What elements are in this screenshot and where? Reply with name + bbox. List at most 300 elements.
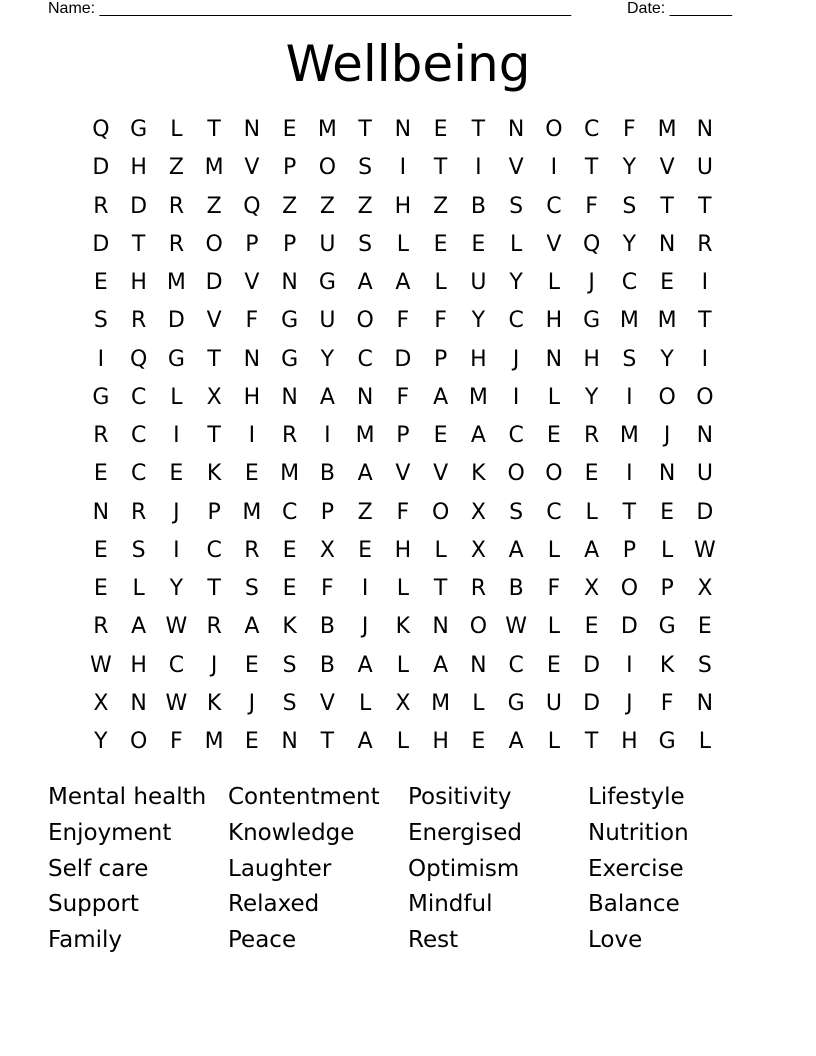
grid-letter: K: [471, 461, 486, 487]
grid-letter: R: [130, 499, 147, 525]
grid-letter: L: [698, 729, 711, 754]
grid-letter: A: [470, 423, 486, 448]
grid-letter: H: [243, 384, 261, 410]
grid-letter: P: [396, 423, 410, 448]
grid-letter: E: [244, 652, 259, 678]
grid-letter: C: [130, 423, 147, 448]
grid-letter: E: [93, 537, 108, 563]
grid-letter: V: [244, 155, 260, 181]
grid-letter: O: [545, 117, 563, 142]
grid-letter: S: [131, 537, 146, 563]
grid-letter: N: [507, 117, 525, 142]
grid-letter: S: [622, 346, 637, 372]
grid-letter: P: [282, 155, 297, 181]
grid-letter: I: [173, 423, 180, 448]
grid-letter: Q: [243, 193, 261, 219]
grid-letter: U: [470, 270, 487, 295]
grid-letter: E: [471, 231, 486, 257]
grid-letter: D: [696, 499, 714, 525]
grid-letter: C: [621, 270, 638, 295]
grid-letter: T: [433, 576, 448, 601]
grid-letter: R: [244, 537, 260, 563]
grid-letter: E: [93, 461, 108, 487]
grid-letter: C: [508, 423, 524, 448]
grid-letter: N: [281, 384, 298, 410]
grid-letter: V: [244, 270, 260, 295]
grid-letter: D: [620, 614, 638, 640]
grid-letter: I: [626, 384, 633, 410]
grid-letter: Y: [509, 270, 523, 295]
grid-letter: N: [243, 346, 261, 372]
grid-letter: R: [583, 423, 600, 448]
grid-letter: L: [396, 231, 409, 257]
grid-letter: F: [660, 690, 674, 716]
word-list-item: Laughter: [228, 855, 332, 882]
grid-letter: O: [205, 231, 223, 257]
grid-letter: Z: [433, 193, 449, 219]
grid-letter: S: [697, 652, 712, 678]
grid-letter: Y: [320, 346, 335, 372]
grid-letter: M: [657, 117, 677, 142]
grid-letter: Z: [319, 193, 335, 219]
grid-letter: M: [619, 423, 639, 448]
word-list: [48, 780, 768, 959]
grid-letter: N: [394, 117, 412, 142]
grid-letter: Q: [129, 346, 148, 372]
grid-letter: X: [697, 576, 713, 601]
grid-letter: M: [204, 155, 224, 181]
grid-letter: Z: [168, 155, 184, 181]
grid-letter: N: [281, 729, 298, 754]
grid-letter: I: [399, 155, 407, 181]
grid-letter: E: [244, 729, 259, 754]
grid-letter: J: [248, 690, 256, 716]
grid-letter: I: [173, 537, 180, 563]
grid-letter: P: [433, 346, 448, 372]
grid-letter: O: [129, 729, 148, 754]
grid-letter: Z: [357, 193, 373, 219]
grid-letter: W: [165, 690, 188, 716]
grid-letter: E: [660, 270, 675, 295]
grid-letter: E: [93, 270, 108, 295]
grid-letter: G: [281, 308, 299, 334]
grid-letter: L: [472, 690, 485, 716]
grid-letter: C: [130, 384, 147, 410]
grid-letter: L: [547, 614, 560, 640]
grid-letter: K: [206, 461, 222, 487]
grid-letter: N: [130, 690, 147, 716]
grid-letter: A: [319, 384, 335, 410]
grid-letter: N: [92, 499, 110, 525]
word-list-item: Peace: [228, 927, 297, 953]
grid-letter: S: [358, 155, 373, 181]
word-list-item: Mindful: [408, 891, 493, 918]
grid-letter: R: [93, 193, 109, 219]
grid-letter: Y: [622, 155, 637, 181]
grid-letter: A: [433, 384, 449, 410]
grid-letter: E: [282, 537, 297, 563]
grid-letter: T: [358, 117, 372, 142]
grid-letter: I: [550, 155, 558, 181]
grid-letter: O: [696, 384, 714, 410]
grid-letter: T: [471, 117, 486, 142]
grid-letter: I: [626, 652, 633, 678]
grid-letter: T: [207, 117, 221, 142]
grid-letter: H: [621, 729, 638, 754]
grid-letter: C: [357, 346, 373, 372]
grid-letter: H: [583, 346, 600, 372]
grid-letter: A: [395, 270, 411, 295]
grid-letter: J: [512, 346, 520, 372]
grid-letter: L: [396, 576, 409, 601]
grid-letter: N: [658, 461, 676, 487]
grid-letter: I: [324, 423, 331, 448]
grid-letter: A: [357, 652, 373, 678]
grid-letter: L: [396, 729, 409, 754]
grid-letter: M: [431, 690, 451, 716]
word-list-item: Love: [588, 927, 643, 953]
grid-letter: W: [165, 614, 188, 640]
grid-letter: A: [508, 729, 524, 754]
grid-letter: X: [319, 537, 335, 563]
grid-letter: A: [357, 729, 373, 754]
grid-letter: E: [660, 499, 675, 525]
grid-letter: A: [244, 614, 260, 640]
grid-letter: E: [282, 117, 297, 142]
grid-letter: K: [395, 614, 411, 640]
grid-letter: C: [130, 461, 147, 487]
grid-letter: N: [696, 423, 714, 448]
grid-letter: Z: [206, 193, 222, 219]
grid-letter: N: [696, 117, 714, 142]
grid-letter: C: [508, 308, 524, 334]
grid-letter: P: [320, 499, 335, 525]
grid-letter: M: [355, 423, 375, 448]
grid-letter: F: [245, 308, 259, 334]
grid-letter: I: [97, 346, 105, 372]
grid-letter: B: [470, 193, 486, 219]
grid-letter: I: [361, 576, 369, 601]
grid-letter: S: [509, 499, 524, 525]
grid-letter: M: [468, 384, 488, 410]
grid-letter: E: [169, 461, 184, 487]
grid-letter: U: [696, 461, 713, 487]
grid-letter: G: [167, 346, 185, 372]
word-list-item: Relaxed: [228, 891, 320, 918]
header-line: [48, 0, 748, 20]
word-list-item: Support: [48, 891, 139, 918]
grid-letter: M: [619, 308, 639, 334]
grid-letter: L: [434, 537, 447, 563]
grid-letter: H: [130, 270, 147, 295]
grid-letter: Y: [471, 308, 486, 334]
grid-letter: R: [697, 231, 713, 257]
grid-letter: F: [170, 729, 183, 754]
grid-letter: U: [545, 690, 562, 716]
grid-letter: B: [508, 576, 524, 601]
grid-letter: N: [356, 384, 374, 410]
grid-letter: F: [396, 308, 410, 334]
grid-letter: F: [396, 384, 410, 410]
word-list-item: Enjoyment: [48, 819, 172, 846]
grid-letter: I: [475, 155, 482, 181]
grid-letter: Z: [282, 193, 298, 219]
grid-letter: X: [584, 576, 600, 601]
grid-letter: O: [356, 308, 374, 334]
grid-letter: S: [282, 690, 297, 716]
grid-letter: B: [319, 461, 335, 487]
grid-letter: C: [546, 499, 562, 525]
grid-letter: Q: [92, 117, 110, 142]
grid-letter: C: [281, 499, 298, 525]
grid-letter: I: [701, 270, 709, 295]
word-list-item: Positivity: [408, 784, 512, 810]
grid-letter: D: [205, 270, 223, 295]
grid-letter: T: [584, 729, 599, 754]
grid-letter: Y: [660, 346, 674, 372]
grid-letter: R: [93, 614, 109, 640]
grid-letter: D: [130, 193, 148, 219]
grid-letter: D: [92, 155, 110, 181]
grid-letter: O: [507, 461, 525, 487]
grid-letter: T: [207, 346, 221, 372]
grid-letter: E: [546, 423, 561, 448]
word-list-item: Lifestyle: [588, 784, 685, 810]
grid-letter: F: [434, 308, 447, 334]
grid-letter: K: [659, 652, 675, 678]
grid-letter: J: [626, 690, 633, 716]
grid-letter: F: [623, 117, 636, 142]
grid-letter: L: [170, 117, 183, 142]
grid-letter: M: [242, 499, 262, 525]
grid-letter: I: [512, 384, 520, 410]
grid-letter: H: [394, 537, 412, 563]
grid-letter: V: [395, 461, 411, 487]
grid-letter: E: [358, 537, 373, 563]
grid-letter: R: [130, 308, 147, 334]
grid-letter: H: [130, 652, 147, 678]
grid-letter: S: [358, 231, 373, 257]
grid-letter: U: [319, 231, 336, 257]
grid-letter: X: [206, 384, 222, 410]
grid-letter: E: [433, 423, 448, 448]
grid-letter: E: [282, 576, 297, 601]
grid-letter: I: [248, 423, 256, 448]
grid-letter: G: [507, 690, 525, 716]
grid-letter: A: [433, 652, 449, 678]
grid-letter: O: [620, 576, 639, 601]
grid-letter: J: [173, 499, 180, 525]
grid-letter: V: [433, 461, 449, 487]
word-list-item: Knowledge: [228, 819, 355, 846]
grid-letter: A: [357, 461, 373, 487]
grid-letter: C: [546, 193, 562, 219]
grid-letter: C: [206, 537, 222, 563]
grid-letter: L: [434, 270, 447, 295]
grid-letter: V: [206, 308, 222, 334]
grid-letter: W: [693, 537, 716, 563]
page-title: Wellbeing: [285, 35, 531, 93]
grid-letter: Y: [169, 576, 184, 601]
grid-letter: L: [585, 499, 598, 525]
grid-letter: E: [433, 231, 448, 257]
grid-letter: K: [282, 614, 297, 640]
grid-letter: F: [396, 499, 410, 525]
grid-letter: U: [319, 308, 336, 334]
grid-letter: L: [547, 537, 560, 563]
grid-letter: A: [584, 537, 600, 563]
grid-letter: T: [698, 308, 712, 334]
grid-letter: E: [433, 117, 448, 142]
grid-letter: T: [584, 155, 599, 181]
grid-letter: F: [585, 193, 598, 219]
grid-letter: Y: [94, 729, 108, 754]
grid-letter: O: [431, 499, 450, 525]
grid-letter: N: [470, 652, 487, 678]
grid-letter: D: [583, 690, 601, 716]
grid-letter: J: [361, 614, 369, 640]
grid-letter: X: [93, 690, 109, 716]
grid-letter: I: [701, 346, 709, 372]
grid-letter: H: [394, 193, 412, 219]
grid-letter: D: [583, 652, 601, 678]
grid-letter: P: [245, 231, 259, 257]
grid-letter: L: [358, 690, 372, 716]
grid-letter: S: [282, 652, 297, 678]
grid-letter: T: [207, 423, 221, 448]
grid-letter: X: [470, 537, 486, 563]
word-list-item: Energised: [408, 819, 523, 846]
grid-letter: B: [319, 652, 335, 678]
grid-letter: N: [281, 270, 298, 295]
grid-letter: T: [622, 499, 637, 525]
grid-letter: S: [509, 193, 524, 219]
grid-letter: V: [319, 690, 335, 716]
grid-letter: V: [508, 155, 524, 181]
grid-letter: K: [206, 690, 222, 716]
grid-letter: V: [659, 155, 675, 181]
grid-letter: M: [166, 270, 186, 295]
grid-letter: B: [319, 614, 335, 640]
word-list-item: Mental health: [48, 784, 207, 810]
grid-letter: L: [547, 729, 560, 754]
word-list-item: Balance: [588, 891, 680, 918]
grid-letter: G: [658, 729, 676, 754]
grid-letter: O: [545, 461, 563, 487]
grid-letter: N: [658, 231, 676, 257]
grid-letter: L: [660, 537, 674, 563]
grid-letter: R: [168, 231, 185, 257]
grid-letter: L: [547, 270, 560, 295]
grid-letter: C: [508, 652, 524, 678]
word-list-item: Nutrition: [588, 819, 689, 846]
grid-letter: W: [505, 614, 527, 640]
word-list-item: Self care: [48, 855, 149, 882]
grid-letter: I: [626, 461, 633, 487]
grid-letter: D: [167, 308, 185, 334]
grid-letter: L: [396, 652, 409, 678]
grid-letter: S: [622, 193, 637, 219]
grid-letter: H: [432, 729, 449, 754]
grid-letter: Z: [357, 499, 373, 525]
word-list-item: Rest: [408, 927, 459, 953]
grid-letter: R: [168, 193, 185, 219]
grid-letter: P: [207, 499, 221, 525]
grid-letter: G: [318, 270, 336, 295]
grid-letter: E: [93, 576, 108, 601]
grid-letter: Y: [622, 231, 637, 257]
grid-letter: S: [93, 308, 108, 334]
grid-letter: U: [696, 155, 713, 181]
grid-letter: R: [206, 614, 222, 640]
grid-letter: O: [658, 384, 676, 410]
grid-letter: E: [546, 652, 561, 678]
word-list-item: Contentment: [228, 784, 380, 810]
grid-letter: O: [318, 155, 337, 181]
grid-letter: T: [320, 729, 335, 754]
grid-letter: J: [663, 423, 671, 448]
word-list-item: Family: [48, 927, 123, 953]
grid-letter: H: [545, 308, 563, 334]
grid-letter: P: [660, 576, 674, 601]
grid-letter: M: [317, 117, 337, 142]
grid-letter: X: [470, 499, 486, 525]
grid-letter: L: [170, 384, 183, 410]
grid-letter: F: [321, 576, 334, 601]
grid-letter: E: [244, 461, 259, 487]
word-list-item: Exercise: [588, 855, 684, 882]
grid-letter: C: [583, 117, 600, 142]
grid-letter: G: [130, 117, 148, 142]
grid-letter: P: [622, 537, 637, 563]
grid-letter: L: [509, 231, 523, 257]
grid-letter: T: [660, 193, 674, 219]
word-list-item: Optimism: [408, 855, 520, 882]
grid-letter: J: [210, 652, 218, 678]
grid-letter: G: [658, 614, 676, 640]
grid-letter: N: [696, 690, 714, 716]
grid-letter: J: [588, 270, 595, 295]
grid-letter: M: [280, 461, 300, 487]
name-field-label: Name: _____________________________________________________: [48, 0, 572, 17]
grid-letter: F: [547, 576, 561, 601]
grid-letter: T: [207, 576, 221, 601]
date-field-label: Date: _______: [627, 0, 732, 17]
grid-letter: G: [583, 308, 601, 334]
grid-letter: A: [508, 537, 524, 563]
grid-letter: T: [131, 231, 146, 257]
grid-letter: N: [545, 346, 563, 372]
grid-letter: R: [470, 576, 487, 601]
grid-letter: T: [433, 155, 448, 181]
grid-letter: L: [132, 576, 145, 601]
grid-letter: C: [168, 652, 185, 678]
grid-letter: S: [244, 576, 259, 601]
grid-letter: E: [697, 614, 712, 640]
grid-letter: T: [698, 193, 712, 219]
grid-letter: P: [282, 231, 297, 257]
grid-letter: X: [395, 690, 411, 716]
grid-letter: N: [243, 117, 261, 142]
grid-letter: W: [89, 652, 112, 678]
grid-letter: E: [584, 461, 599, 487]
grid-letter: Y: [584, 384, 599, 410]
grid-letter: E: [584, 614, 599, 640]
grid-letter: R: [93, 423, 109, 448]
grid-letter: D: [394, 346, 412, 372]
grid-letter: V: [546, 231, 562, 257]
grid-letter: O: [469, 614, 488, 640]
